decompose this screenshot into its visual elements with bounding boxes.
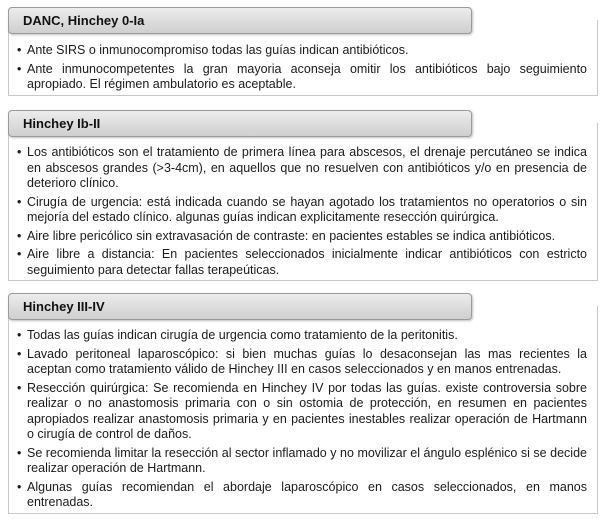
bullet-item: • Ante inmunocompetentes la gran mayoria aconseja omitir los antibióticos bajo seguimiento apropiado. El régimen ambulatorio es aceptable.: [17, 62, 587, 93]
section-header-hinchey-iii-iv: Hinchey III-IV: [8, 293, 472, 320]
bullet-item: • Lavado peritoneal laparoscópico: si bien muchas guías lo desaconsejan las mas recientes la aceptan como tratamiento válido de Hinchey III en casos seleccionados y en manos entrenadas.: [17, 347, 587, 378]
section-body-hinchey-ib-ii: [8, 123, 598, 281]
bullet-item: • Aire libre a distancia: En pacientes seleccionados inicialmente indicar antibióticos con estricto seguimiento para detectar fallas terapeúticas.: [17, 247, 587, 278]
bullet-list: [17, 145, 587, 278]
bullet-item: • Algunas guías recomiendan el abordaje laparoscópico en casos seleccionados, en manos entrenadas.: [17, 480, 587, 511]
bullet-item: • Ante SIRS o inmunocompromiso todas las guías indican antibióticos.: [17, 43, 587, 59]
bullet-item: • Se recomienda limitar la resección al sector inflamado y no movilizar el ángulo esplénico si se decide realizar operación de Hartmann.: [17, 446, 587, 477]
bullet-item: • Todas las guías indican cirugía de urgencia como tratamiento de la peritonitis.: [17, 328, 587, 344]
section-body-hinchey-iii-iv: [8, 306, 598, 514]
bullet-item: • Resección quirúrgica: Se recomienda en Hinchey IV por todas las guías. existe controversia sobre realizar o no anastomosis primaria con o sin ostomia de protección, en resumen en pacientes apropiados realizar anastomosis primaria y en pacientes inestables realizar operación de Hartmann o cirugía de control de daños.: [17, 381, 587, 443]
section-header-danc: DANC, Hinchey 0-Ia: [8, 7, 472, 34]
bullet-item: • Cirugía de urgencia: está indicada cuando se hayan agotado los tratamientos no operatorios o sin mejoría del estado clínico. algunas guías indican explicitamente resección quirúrgica.: [17, 195, 587, 226]
section-header-hinchey-ib-ii: Hinchey Ib-II: [8, 110, 472, 137]
bullet-list: [17, 43, 587, 93]
bullet-item: • Aire libre pericólico sin extravasación de contraste: en pacientes estables se indica antibióticos.: [17, 229, 587, 245]
bullet-list: [17, 328, 587, 511]
bullet-item: • Los antibióticos son el tratamiento de primera línea para abscesos, el drenaje percutáneo se indica en abscesos grandes (>3-4cm), en aquellos que no resuelven con antibióticos y/o en presencia de deterioro clínico.: [17, 145, 587, 192]
